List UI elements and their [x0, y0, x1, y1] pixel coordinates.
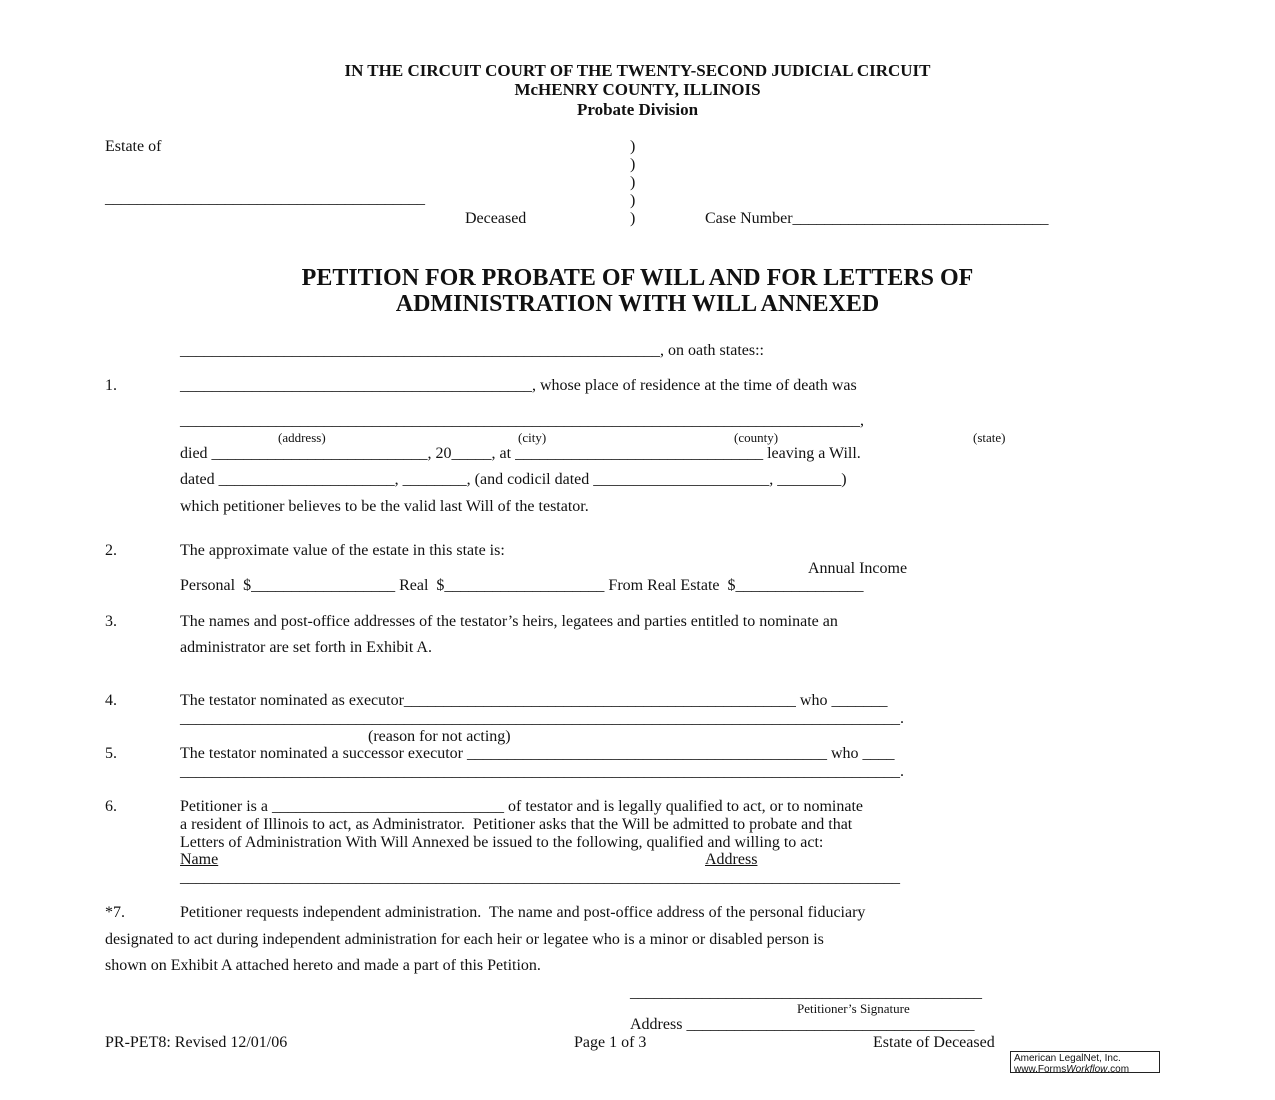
court-heading: IN THE CIRCUIT COURT OF THE TWENTY-SECOND JUDICIAL CIRCUIT [344, 61, 931, 80]
independent-admin-line2: designated to act during independent administration for each heir or legatee who is a minor or disabled person is [105, 931, 824, 948]
item-number: 3. [105, 613, 117, 630]
caption-paren: ) [630, 174, 636, 191]
badge-line1: American LegalNet, Inc. [1014, 1053, 1121, 1064]
case-number-field[interactable]: Case Number________________________________ [705, 210, 1049, 227]
administrator-name-blank[interactable]: __________________________________________________________________________________________ [180, 869, 900, 886]
city-label: (city) [518, 430, 547, 445]
item-number: 4. [105, 692, 117, 709]
administrator-text-line3: Letters of Administration With Will Annexed be issued to the following, qualified and willing to act: [180, 834, 824, 851]
signature-label: Petitioner’s Signature [797, 1001, 910, 1016]
death-date-line[interactable]: died ___________________________, 20_____, at _______________________________ leaving a Will. [180, 445, 861, 462]
residence-address-blank[interactable]: _____________________________________________________________________________________, [180, 412, 864, 429]
executor-reason-blank[interactable]: __________________________________________________________________________________________. [180, 710, 904, 727]
independent-admin-line3: shown on Exhibit A attached hereto and made a part of this Petition. [105, 957, 541, 974]
american-legalnet-badge [1010, 1051, 1160, 1073]
will-date-line[interactable]: dated ______________________, ________, (and codicil dated ______________________, ________) [180, 471, 847, 488]
item-number: *7. [105, 904, 125, 921]
annual-income-label: Annual Income [808, 560, 908, 577]
estate-value-text: The approximate value of the estate in this state is: [180, 542, 505, 559]
successor-executor-line[interactable]: The testator nominated a successor executor _____________________________________________ who ____ [180, 745, 895, 762]
petition-title-line2: ADMINISTRATION WITH WILL ANNEXED [395, 291, 880, 317]
county-heading: McHENRY COUNTY, ILLINOIS [514, 80, 761, 99]
caption-paren: ) [630, 138, 636, 155]
administrator-text-line2: a resident of Illinois to act, as Administrator. Petitioner asks that the Will be admitted to probate and that [180, 816, 853, 833]
reason-not-acting-label: (reason for not acting) [368, 728, 511, 745]
item-number: 2. [105, 542, 117, 559]
address-label: (address) [278, 430, 326, 445]
petition-title-line1: PETITION FOR PROBATE OF WILL AND FOR LETTERS OF [301, 265, 974, 291]
badge-line2: www.FormsWorkflow.com [1014, 1064, 1130, 1075]
decedent-residence-line[interactable]: ____________________________________________, whose place of residence at the time of death was [180, 377, 857, 394]
caption-paren: ) [630, 156, 636, 173]
decedent-name-blank[interactable]: ________________________________________ [105, 190, 425, 207]
estate-values-line[interactable]: Personal $__________________ Real $____________________ From Real Estate $________________ [180, 577, 864, 594]
estate-of-label: Estate of [105, 138, 162, 155]
independent-admin-line1: Petitioner requests independent administration. The name and post-office address of the personal fiduciary [180, 904, 866, 921]
state-label: (state) [973, 430, 1006, 445]
signature-line[interactable]: ____________________________________________ [630, 984, 982, 1001]
executor-line[interactable]: The testator nominated as executor_________________________________________________ who _______ [180, 692, 888, 709]
item-number: 1. [105, 377, 117, 394]
caption-paren: ) [630, 192, 636, 209]
county-label: (county) [734, 430, 779, 445]
form-id: PR-PET8: Revised 12/01/06 [105, 1034, 288, 1051]
signature-address-field[interactable]: Address ____________________________________ [630, 1016, 975, 1033]
footer-estate: Estate of Deceased [873, 1034, 995, 1051]
caption-paren: ) [630, 210, 636, 227]
division-heading: Probate Division [576, 100, 699, 119]
deceased-label: Deceased [465, 210, 527, 227]
heirs-text-line1: The names and post-office addresses of the testator’s heirs, legatees and parties entitled to nominate an [180, 613, 838, 630]
will-belief-text: which petitioner believes to be the valid last Will of the testator. [180, 498, 589, 515]
item-number: 5. [105, 745, 117, 762]
successor-reason-blank[interactable]: __________________________________________________________________________________________. [180, 763, 904, 780]
heirs-text-line2: administrator are set forth in Exhibit A. [180, 639, 432, 656]
address-column-heading: Address [705, 851, 758, 868]
name-column-heading: Name [180, 851, 219, 868]
petitioner-oath-line[interactable]: ____________________________________________________________, on oath states:: [180, 342, 764, 359]
page-number: Page 1 of 3 [574, 1034, 647, 1051]
item-number: 6. [105, 798, 117, 815]
petitioner-relation-line[interactable]: Petitioner is a _____________________________ of testator and is legally qualified to act, or to nominate [180, 798, 863, 815]
